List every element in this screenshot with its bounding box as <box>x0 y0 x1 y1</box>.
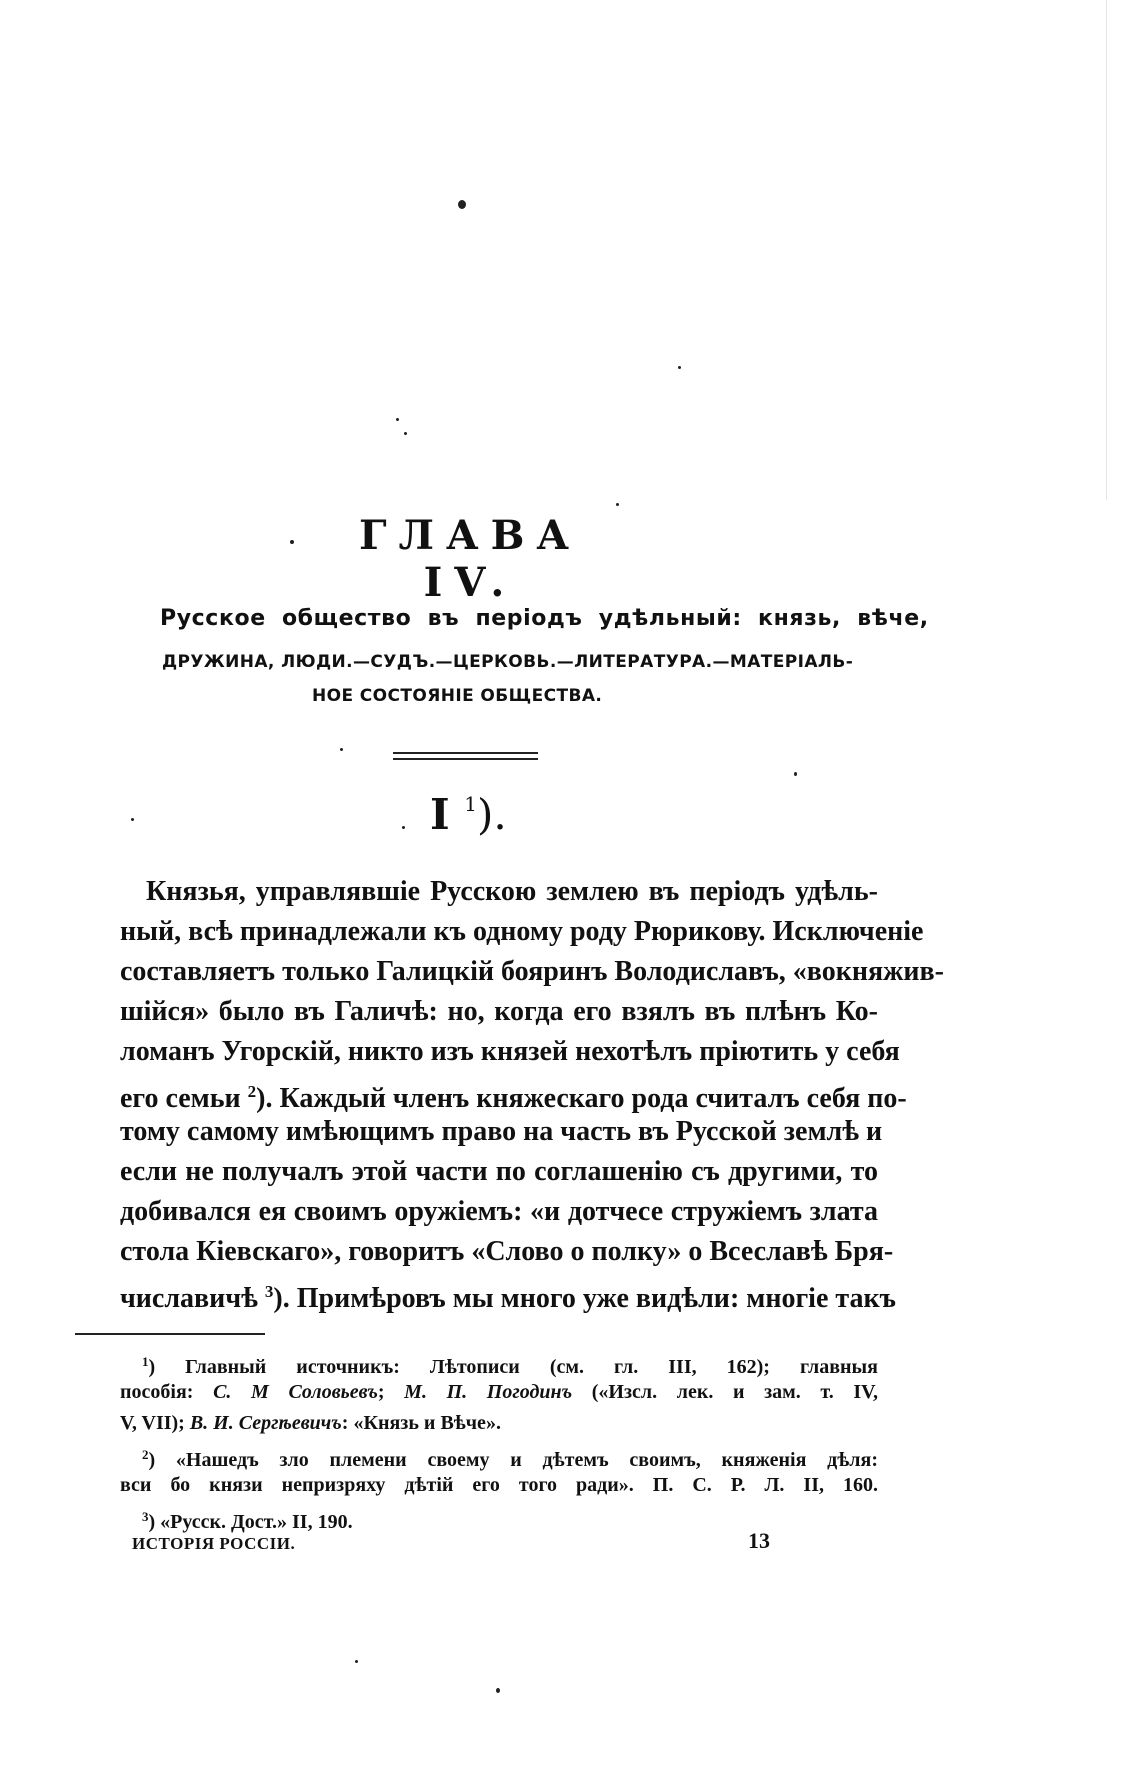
body-line: ломанъ Угорскій, никто изъ князей нехотѣлъ пріютить у себя <box>120 1036 900 1067</box>
footnote-author: М. П. Погодинъ <box>404 1381 573 1403</box>
body-line: добивался ея своимъ оружіемъ: «и дотчесе стружіемъ злата <box>120 1196 878 1227</box>
footnote-line <box>120 1377 878 1408</box>
footnote-text: ) «Нашедъ зло племени своему и дѣтемъ своимъ, княженія дѣля: <box>148 1449 878 1471</box>
scan-speck <box>678 366 681 369</box>
body-line: Князья, управлявшіе Русскою землею въ періодъ удѣль- <box>146 876 878 907</box>
footnotes <box>120 1346 878 1532</box>
body-line-part: ). Каждый членъ княжескаго рода считалъ себя по- <box>256 1083 907 1114</box>
section-number-close: ). <box>477 790 507 839</box>
section-numeral: I <box>430 790 450 839</box>
chapter-summary-line: НОЕ СОСТОЯНІЕ ОБЩЕСТВА. <box>312 686 603 706</box>
scan-speck <box>340 748 343 751</box>
footnote-line <box>120 1408 878 1439</box>
footnote-rule <box>75 1333 265 1335</box>
footnote-text: ) «Русск. Дост.» II, 190. <box>148 1511 353 1533</box>
scan-speck <box>402 826 405 829</box>
footnote-mark: 3 <box>142 1509 149 1524</box>
footnote-author: С. М Соловьевъ <box>213 1381 378 1403</box>
scan-speck <box>355 1660 358 1663</box>
scan-margin-line <box>1106 0 1107 500</box>
chapter-summary-line: ДРУЖИНА, ЛЮДИ.—СУДЪ.—ЦЕРКОВЬ.—ЛИТЕРАТУРА.—МАТЕРІАЛЬ- <box>162 652 854 672</box>
scan-speck <box>396 418 399 421</box>
chapter-title: ГЛАВА IV. <box>359 512 581 606</box>
scan-speck <box>794 772 797 776</box>
body-line <box>120 1072 907 1114</box>
section-number <box>430 790 507 839</box>
body-line-part: ). Примѣровъ мы много уже видѣли: многіе такъ <box>273 1283 896 1314</box>
double-rule-top <box>393 752 538 754</box>
body-line: составляетъ только Галицкій бояринъ Володиславъ, «вокняжив- <box>120 956 945 987</box>
footnote-ref: 2 <box>247 1082 257 1101</box>
body-line: шійся» было въ Галичѣ: но, когда его взялъ въ плѣнъ Ко- <box>120 996 878 1027</box>
footnote-ref: 3 <box>264 1282 274 1301</box>
scan-speck <box>290 540 294 544</box>
body-line <box>120 1272 896 1314</box>
footnote-mark: 2 <box>142 1447 149 1462</box>
footnote-text: («Изсл. лек. и зам. т. IV, <box>572 1381 879 1403</box>
chapter-summary-line: Русское общество въ періодъ удѣльный: князь, вѣче, <box>160 606 929 631</box>
footnote-line <box>120 1346 878 1377</box>
scan-speck <box>496 1688 500 1693</box>
scan-speck <box>131 818 134 821</box>
body-text <box>120 872 945 1314</box>
scan-speck <box>458 200 466 209</box>
scan-speck <box>616 503 619 506</box>
body-line-part: числавичѣ <box>120 1283 258 1314</box>
section-note-ref: 1 <box>464 792 478 816</box>
footnote-mark: 1 <box>142 1354 149 1369</box>
footnote-text: пособія: <box>120 1381 214 1403</box>
footnote-text: ; <box>377 1381 405 1403</box>
footnote-text: : «Князь и Вѣче». <box>341 1412 501 1434</box>
body-line: если не получалъ этой части по соглашенію съ другими, то <box>120 1156 878 1187</box>
double-rule-bottom <box>393 758 538 760</box>
footnote-line <box>120 1439 878 1470</box>
body-line: ный, всѣ принадлежали къ одному роду Рюрикову. Исключеніе <box>120 916 924 947</box>
body-line-part: его семьи <box>120 1083 241 1114</box>
footnote-line: вси бо князи непризряху дѣтій его того ради». П. С. Р. Л. II, 160. <box>120 1474 878 1496</box>
footnote-author: В. И. Сергѣевичъ <box>189 1412 342 1434</box>
footnote-text: V, VII); <box>120 1412 190 1434</box>
footnote-text: ) Главный источникъ: Лѣтописи (см. гл. III, 162); главныя <box>148 1356 878 1378</box>
running-footer-title: ИСТОРІЯ РОССІИ. <box>132 1534 296 1553</box>
scan-speck <box>404 432 407 435</box>
signature-number: 13 <box>748 1528 770 1553</box>
body-line: тому самому имѣющимъ право на часть въ Русской землѣ и <box>120 1116 883 1147</box>
body-line: стола Кіевскаго», говоритъ «Слово о полку» о Всеславѣ Бря- <box>120 1236 894 1267</box>
